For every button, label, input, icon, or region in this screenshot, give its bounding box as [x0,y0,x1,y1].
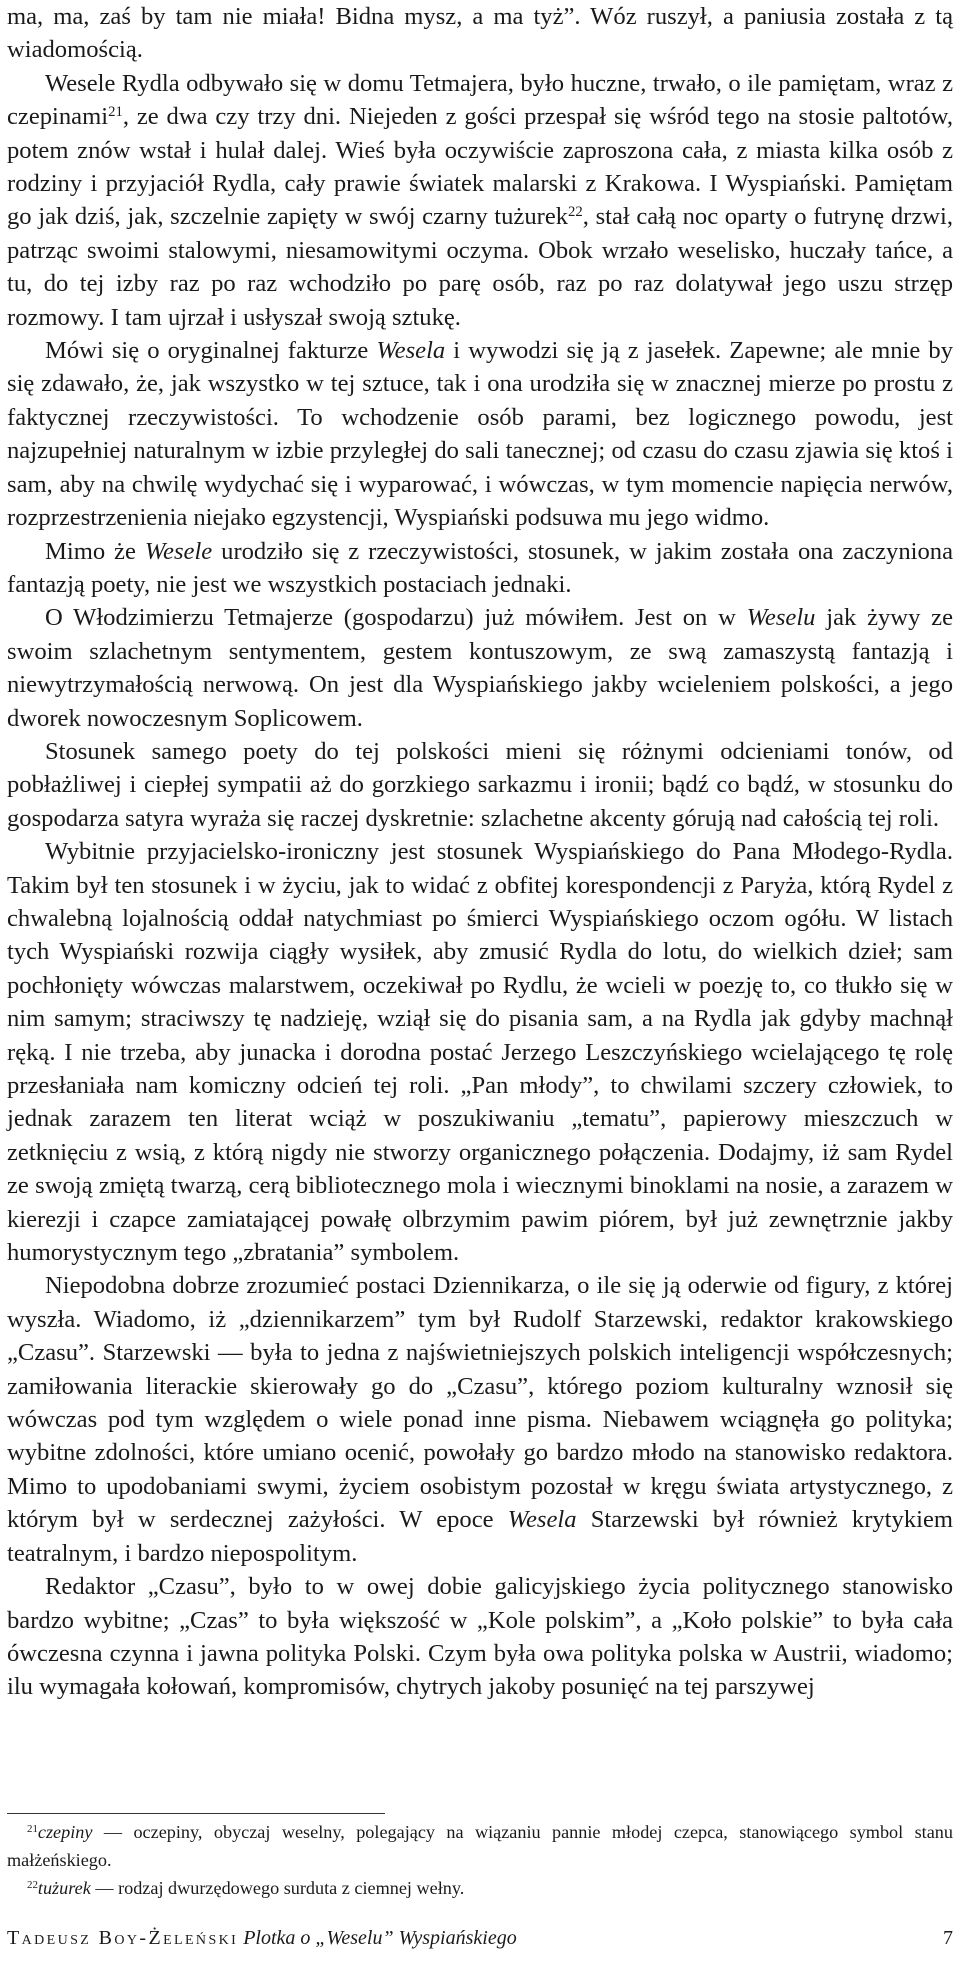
text-run: Starzewski był również krytykiem teatralnym, i bardzo niepospolitym. [7,1506,953,1567]
paragraph [7,735,953,835]
text-run: Mimo że [45,537,145,565]
italic-title: Wesela [507,1506,577,1534]
paragraph [7,0,953,67]
footnote-text: — oczepiny, obyczaj weselny, polegający na wiązaniu pannie młodej czepca, stanowiącego symbol stanu małżeńskiego. [7,1822,953,1870]
footnote [7,1874,953,1902]
paragraph [7,1570,953,1704]
footer-title: Plotka o „Weselu” Wyspiańskiego [243,1927,517,1949]
footnote-term: tużurek [37,1878,91,1898]
text-run: Niepodobna dobrze zrozumieć postaci Dziennikarza, o ile się ją oderwie od figury, z której wyszła. Wiadomo, iż „dziennikarzem” tym był Rudolf Starzewski, redaktor krakowskiego „Czasu”. Starzewski — była to jedna z najświetniejszych polskich inteligencji współczesnych; zamiłowania literackie skierowały go do „Czasu”, którego poziom kulturalny wznosił się wówczas pod tym względem o wiele ponad inne pisma. Niebawem wciągnęła go polityka; wybitne zdolności, które umiano ocenić, powołały go bardzo młodo na stanowisko redaktora. Mimo to upodobaniami swymi, życiem osobistym pozostał w kręgu świata artystycznego, z którym był w serdecznej zażyłości. W epoce [7,1272,953,1534]
text-run: jak żywy ze swoim szlachetnym sentymentem, gestem kontuszowym, ze swą zamaszystą fantazją i niewytrzymałością nerwową. On jest dla Wyspiańskiego jakby wcieleniem polskości, a jego dworek nowoczesnym Soplicowem. [7,604,953,732]
italic-title: Weselu [746,604,816,632]
text-run: O Włodzimierzu Tetmajerze (gospodarzu) już mówiłem. Jest on w [45,604,747,632]
paragraph [7,67,953,334]
body-text [7,0,953,1704]
text-run: Mówi się o oryginalnej fakturze [45,337,377,365]
footnotes [7,1818,953,1902]
text-run: , ze dwa czy trzy dni. Niejeden z gości przespał się wśród tego na stosie paltotów, potem znów wstał i hulał dalej. Wieś była oczywiście zaproszona cała, z miasta kilka osób z rodziny i przyjaciół Rydla, cały prawie światek malarski z Krakowa. I Wyspiański. Pamiętam go jak dziś, jak, szczelnie zapięty w swój czarny tużurek [7,103,953,231]
paragraph [7,1269,953,1570]
paragraph [7,835,953,1269]
text-run: urodziło się z rzeczywistości, stosunek, w jakim została ona zaczyniona fantazją poety, nie jest we wszystkich postaciach jednaki. [7,537,953,598]
text-run: Stosunek samego poety do tej polskości mieni się różnymi odcieniami tonów, od pobłażliwej i ciepłej sympatii aż do gorzkiego sarkazmu i ironii; bądź co bądź, w stosunku do gospodarza satyra wyraża się raczej dyskretnie: szlachetne akcenty górują nad całością tej roli. [7,737,953,832]
footer-author: Tadeusz Boy-Żeleński [7,1927,239,1949]
running-footer-text [7,1923,517,1953]
text-run: , stał całą noc oparty o futrynę drzwi, patrząc swoimi stalowymi, niesamowitymi oczyma. Obok wrzało weselisko, huczały tańce, a tu, do tej izby raz po raz wchodziło po parę osób, raz po raz dolatywał jego uszu strzęp rozmowy. I tam ujrzał i usłyszał swoją sztukę. [7,203,953,331]
footnote-term: czepiny [37,1822,93,1842]
text-run: ma, ma, zaś by tam nie miała! Bidna mysz, a ma tyż”. Wóz ruszył, a paniusia została z tą wiadomością. [7,3,953,64]
page-number: 7 [943,1927,953,1949]
footnote-rule [7,1813,385,1814]
text-run: Wybitnie przyjacielsko-ironiczny jest stosunek Wyspiańskiego do Pana Młodego-Rydla. Takim był ten stosunek i w życiu, jak to widać z obfitej korespondencji z Paryża, którą Rydel z chwalebną lojalnością oddał natychmiast po śmierci Wyspiańskiego oczom ogółu. W listach tych Wyspiański rozwija ciągły wysiłek, aby zmusić Rydla do lotu, do wielkich dzieł; sam pochłonięty wówczas malarstwem, oczekiwał po Rydlu, że wcieli w poezję to, co tłukło się w nim samym; straciwszy tę nadzieję, wziął się do pisania sam, a na Rydla jak gdyby machnął ręką. I nie trzeba, aby junacka i dorodna postać Jerzego Leszczyńskiego wcielającego tę rolę przesłaniała nam komiczny odcień tej roli. „Pan młody”, to chwilami szczery człowiek, to jednak zarazem ten literat wciąż w poszukiwaniu „tematu”, papierowy mieszczuch w zetknięciu z wsią, z którą nigdy nie stworzy organicznego połączenia. Dodajmy, iż sam Rydel ze swoją zmiętą twarzą, cerą bibliotecznego mola i wiecznymi binoklami na nosie, a zarazem w kierezji i czapce zamiatającej powałę olbrzymim pawim piórem, był już zewnętrznie jakby humorystycznym tego „zbratania” symbolem. [7,838,953,1267]
italic-title: Wesele [144,537,213,565]
footnote-ref: 21 [108,104,123,121]
text-run: Redaktor „Czasu”, było to w owej dobie galicyjskiego życia politycznego stanowisko bardzo wybitne; „Czas” to była większość w „Kole polskim”, a „Koło polskie” to była cała ówczesna czynna i jawna polityka Polski. Czym była owa polityka polska w Austrii, wiadomo; ilu wymagała kołowań, kompromisów, chytrych jakoby posunięć na tej parszywej [7,1573,953,1701]
paragraph [7,535,953,602]
footnote-text: — rodzaj dwurzędowego surduta z ciemnej wełny. [90,1878,465,1898]
text-run: i wywodzi się ją z jasełek. Zapewne; ale mnie by się zdawało, że, jak wszystko w tej sztuce, tak i ona urodziła się w znacznej mierze po prostu z faktycznej rzeczywistości. To wchodzenie osób parami, bez logicznego powodu, jest najzupełniej naturalnym w izbie przyległej do sali tanecznej; od czasu do czasu zjawia się ktoś i sam, aby na chwilę wydychać się i wyparować, i wówczas, w tym momencie napięcia nerwów, rozprzestrzenienia niejako egzystencji, Wyspiański podsuwa mu jego widmo. [7,337,953,532]
footnote-ref: 22 [568,204,583,221]
paragraph [7,601,953,735]
running-footer [7,1923,953,1953]
footnote [7,1818,953,1874]
text-run: Wesele Rydla odbywało się w domu Tetmajera, było huczne, trwało, o ile pamiętam, wraz z czepinami [7,69,953,131]
footnote-number: 22 [27,1879,38,1891]
italic-title: Wesela [376,337,446,365]
paragraph [7,334,953,534]
footnote-number: 21 [27,1823,38,1835]
